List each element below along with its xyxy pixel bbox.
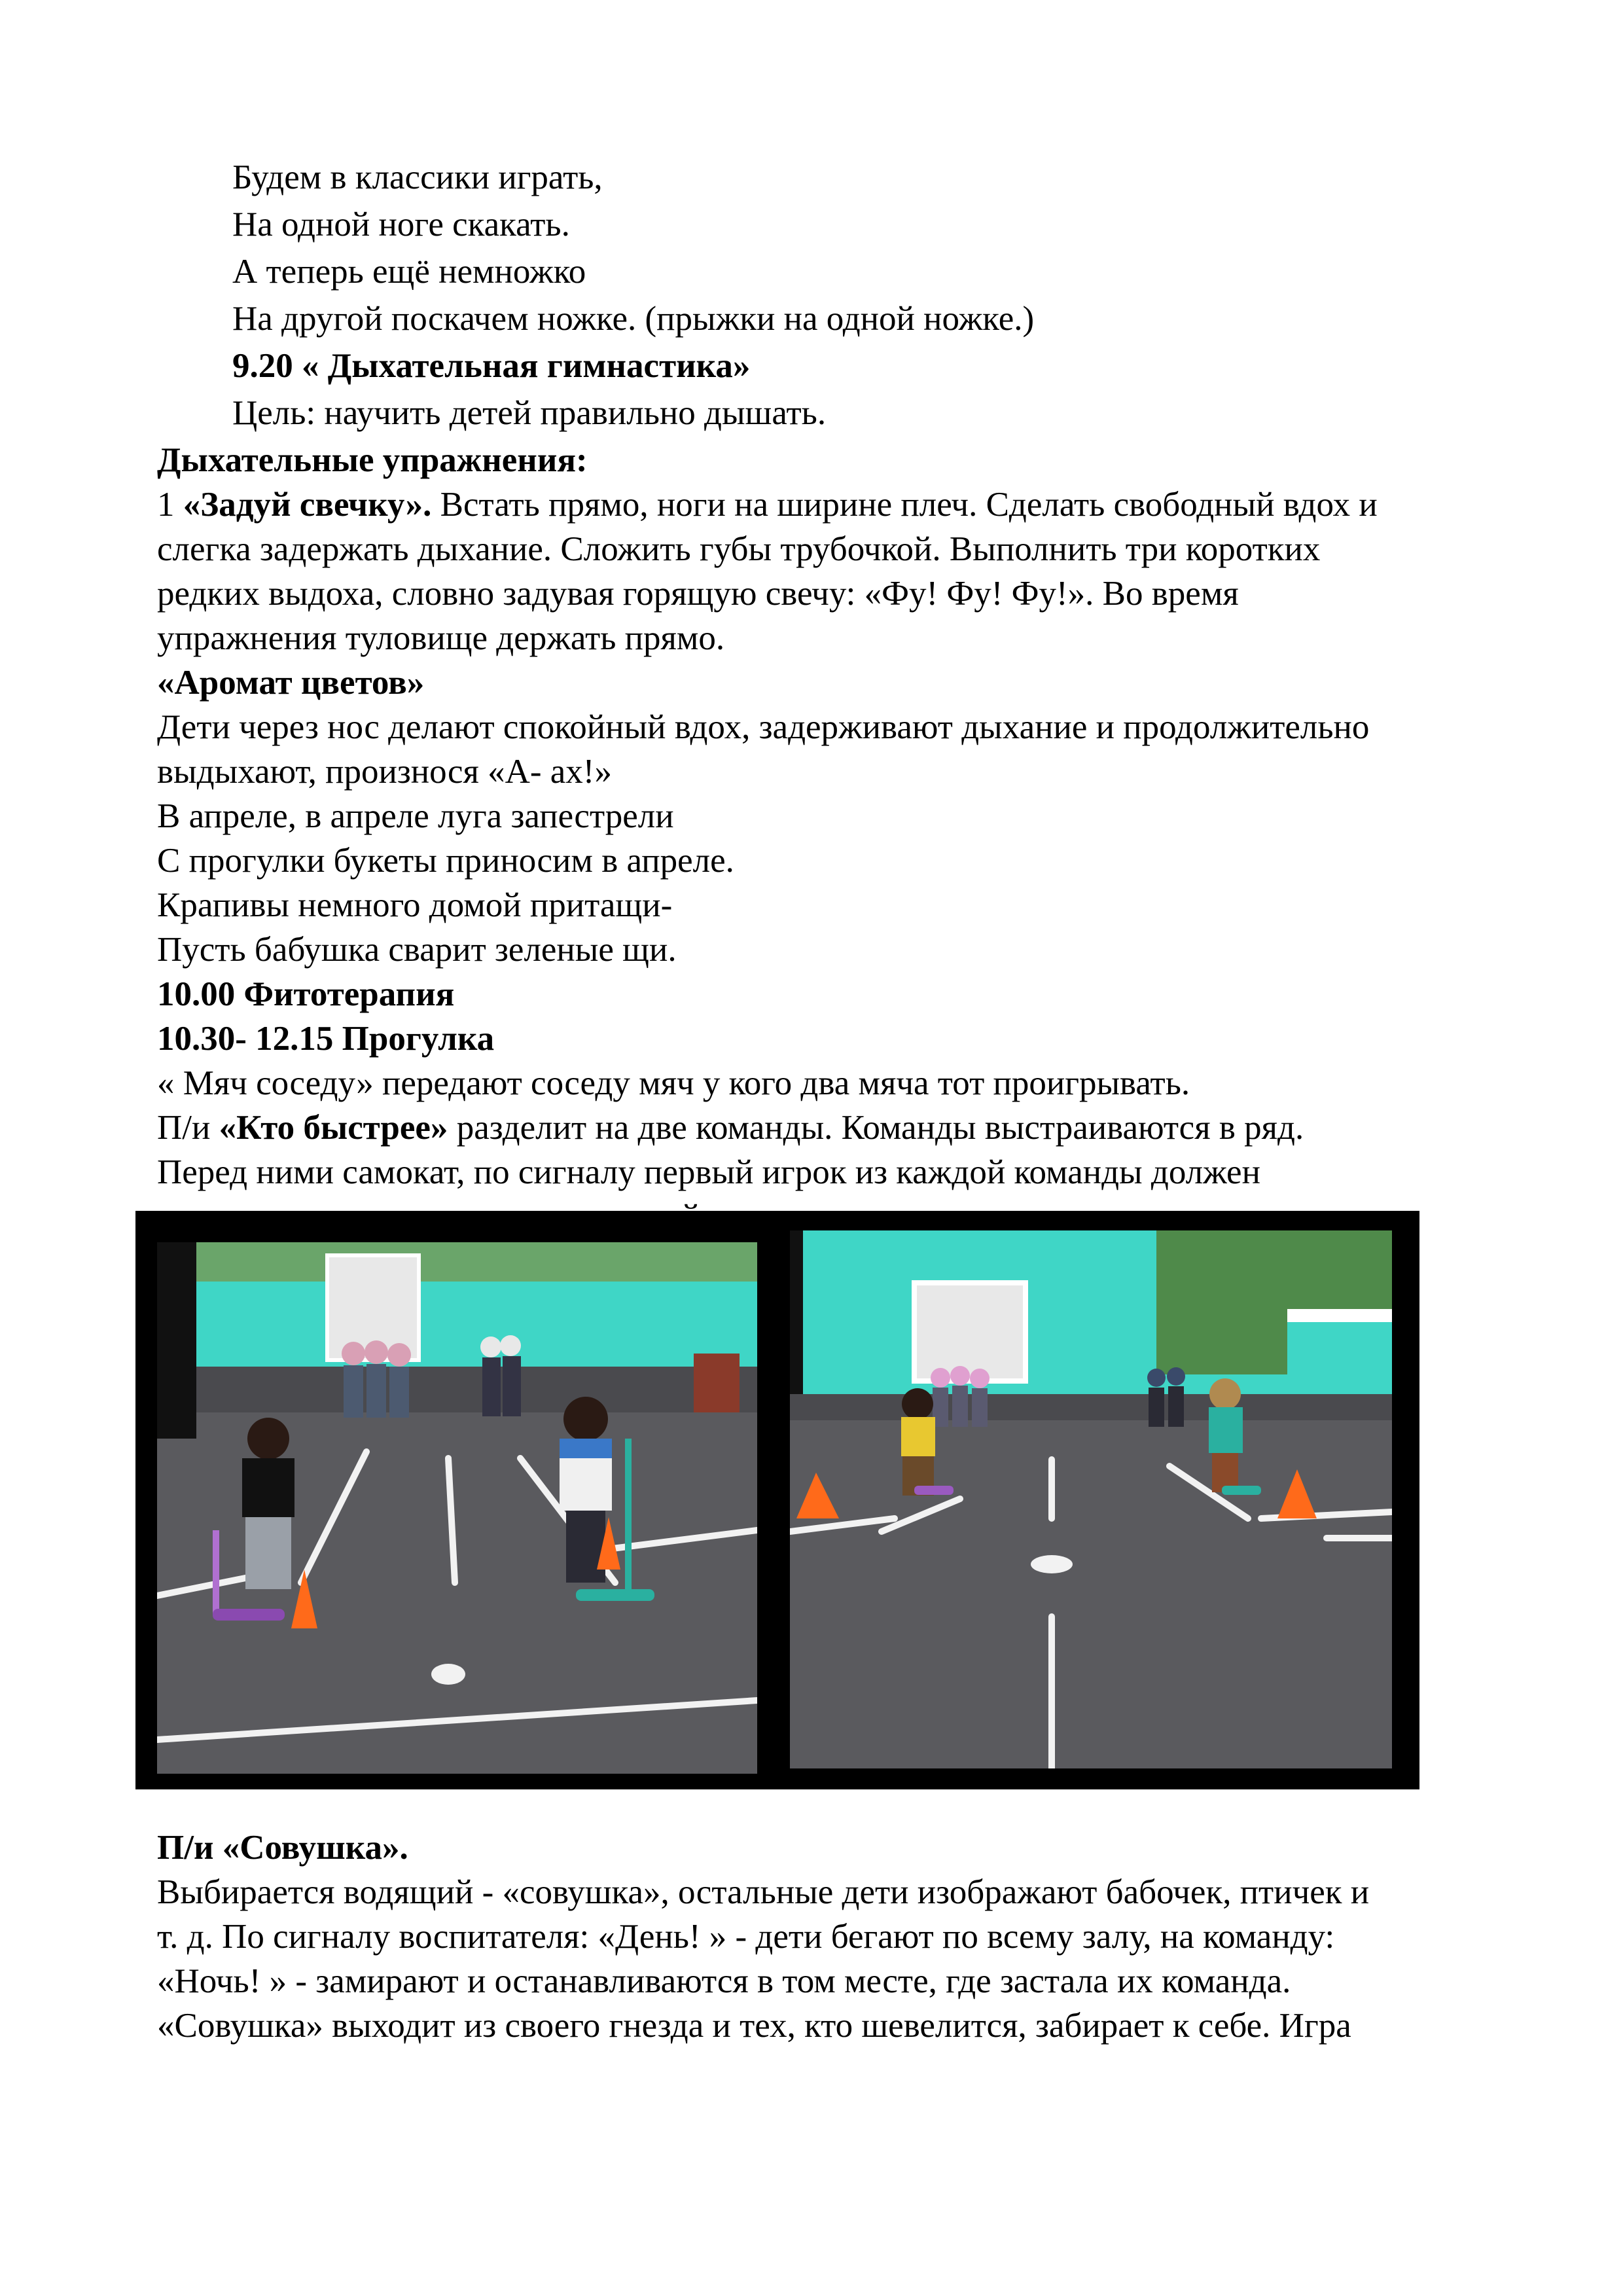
exercises-heading [157,439,588,482]
race-line-1 [157,1106,1304,1150]
photo-scooter-race-left [157,1242,757,1774]
race-line-2: Перед ними самокат, по сигналу первый игрок из каждой команды должен [157,1153,1260,1191]
ex1-number: 1 [157,486,183,524]
race-rest: разделит на две команды. Команды выстраиваются в ряд. [448,1109,1304,1147]
owl-line-4: «Совушка» выходит из своего гнезда и тех, кто шевелится, забирает к себе. Игра [157,2007,1351,2045]
ex2-line-5: Крапивы немного домой притащи- [157,886,673,924]
section-gym-heading-text: 9.20 « Дыхательная гимнастика» [232,347,751,385]
owl-heading-text: П/и «Совушка». [157,1829,408,1867]
section-gym-heading [232,344,750,388]
ex1-line-3: редких выдоха, словно задувая горящую свечу: «Фу! Фу! Фу!». Во время [157,575,1239,613]
section-gym-goal: Цель: научить детей правильно дышать. [232,394,827,432]
ex2-title [157,661,424,705]
owl-heading [157,1826,408,1870]
ex2-title-text: «Аромат цветов» [157,664,425,702]
photo-collage [135,1211,1419,1789]
ex1-title: «Задуй свечку». [183,486,432,524]
phyto-heading [157,973,454,1016]
ex2-line-1: Дети через нос делают спокойный вдох, задерживают дыхание и продолжительно [157,708,1370,746]
ex2-line-2: выдыхают, произнося «А- ах!» [157,753,612,791]
poem-line-2: На одной ноге скакать. [232,206,570,243]
poem-line-4: На другой поскачем ножке. (прыжки на одной ножке.) [232,300,1035,338]
phyto-heading-text: 10.00 Фитотерапия [157,975,455,1013]
ex1-line-4: упражнения туловище держать прямо. [157,619,725,657]
walk-heading-text: 10.30- 12.15 Прогулка [157,1020,495,1058]
race-prefix: П/и [157,1109,219,1147]
owl-line-2: т. д. По сигналу воспитателя: «День! » - дети бегают по всему залу, на команду: [157,1918,1335,1956]
ex2-line-6: Пусть бабушка сварит зеленые щи. [157,931,677,969]
ex2-line-4: С прогулки букеты приносим в апреле. [157,842,734,880]
ball-game-text: « Мяч соседу» передают соседу мяч у кого два мяча тот проигрывать. [157,1064,1190,1102]
race-title: «Кто быстрее» [219,1109,448,1147]
poem-line-3: А теперь ещё немножко [232,253,586,291]
exercises-heading-text: Дыхательные упражнения: [157,441,588,479]
ex2-line-3: В апреле, в апреле луга запестрели [157,797,674,835]
ex1-text-1: Встать прямо, ноги на ширине плеч. Сделать свободный вдох и [431,486,1378,524]
walk-heading [157,1017,494,1061]
photo-scooter-race-right [790,1230,1392,1768]
owl-line-1: Выбирается водящий - «совушка», остальные дети изображают бабочек, птичек и [157,1873,1370,1911]
ex1-line-1 [157,483,1378,527]
owl-line-3: «Ночь! » - замирают и останавливаются в том месте, где застала их команда. [157,1962,1291,2000]
ex1-line-2: слегка задержать дыхание. Сложить губы трубочкой. Выполнить три коротких [157,530,1321,568]
poem-line-1: Будем в классики играть, [232,158,603,196]
